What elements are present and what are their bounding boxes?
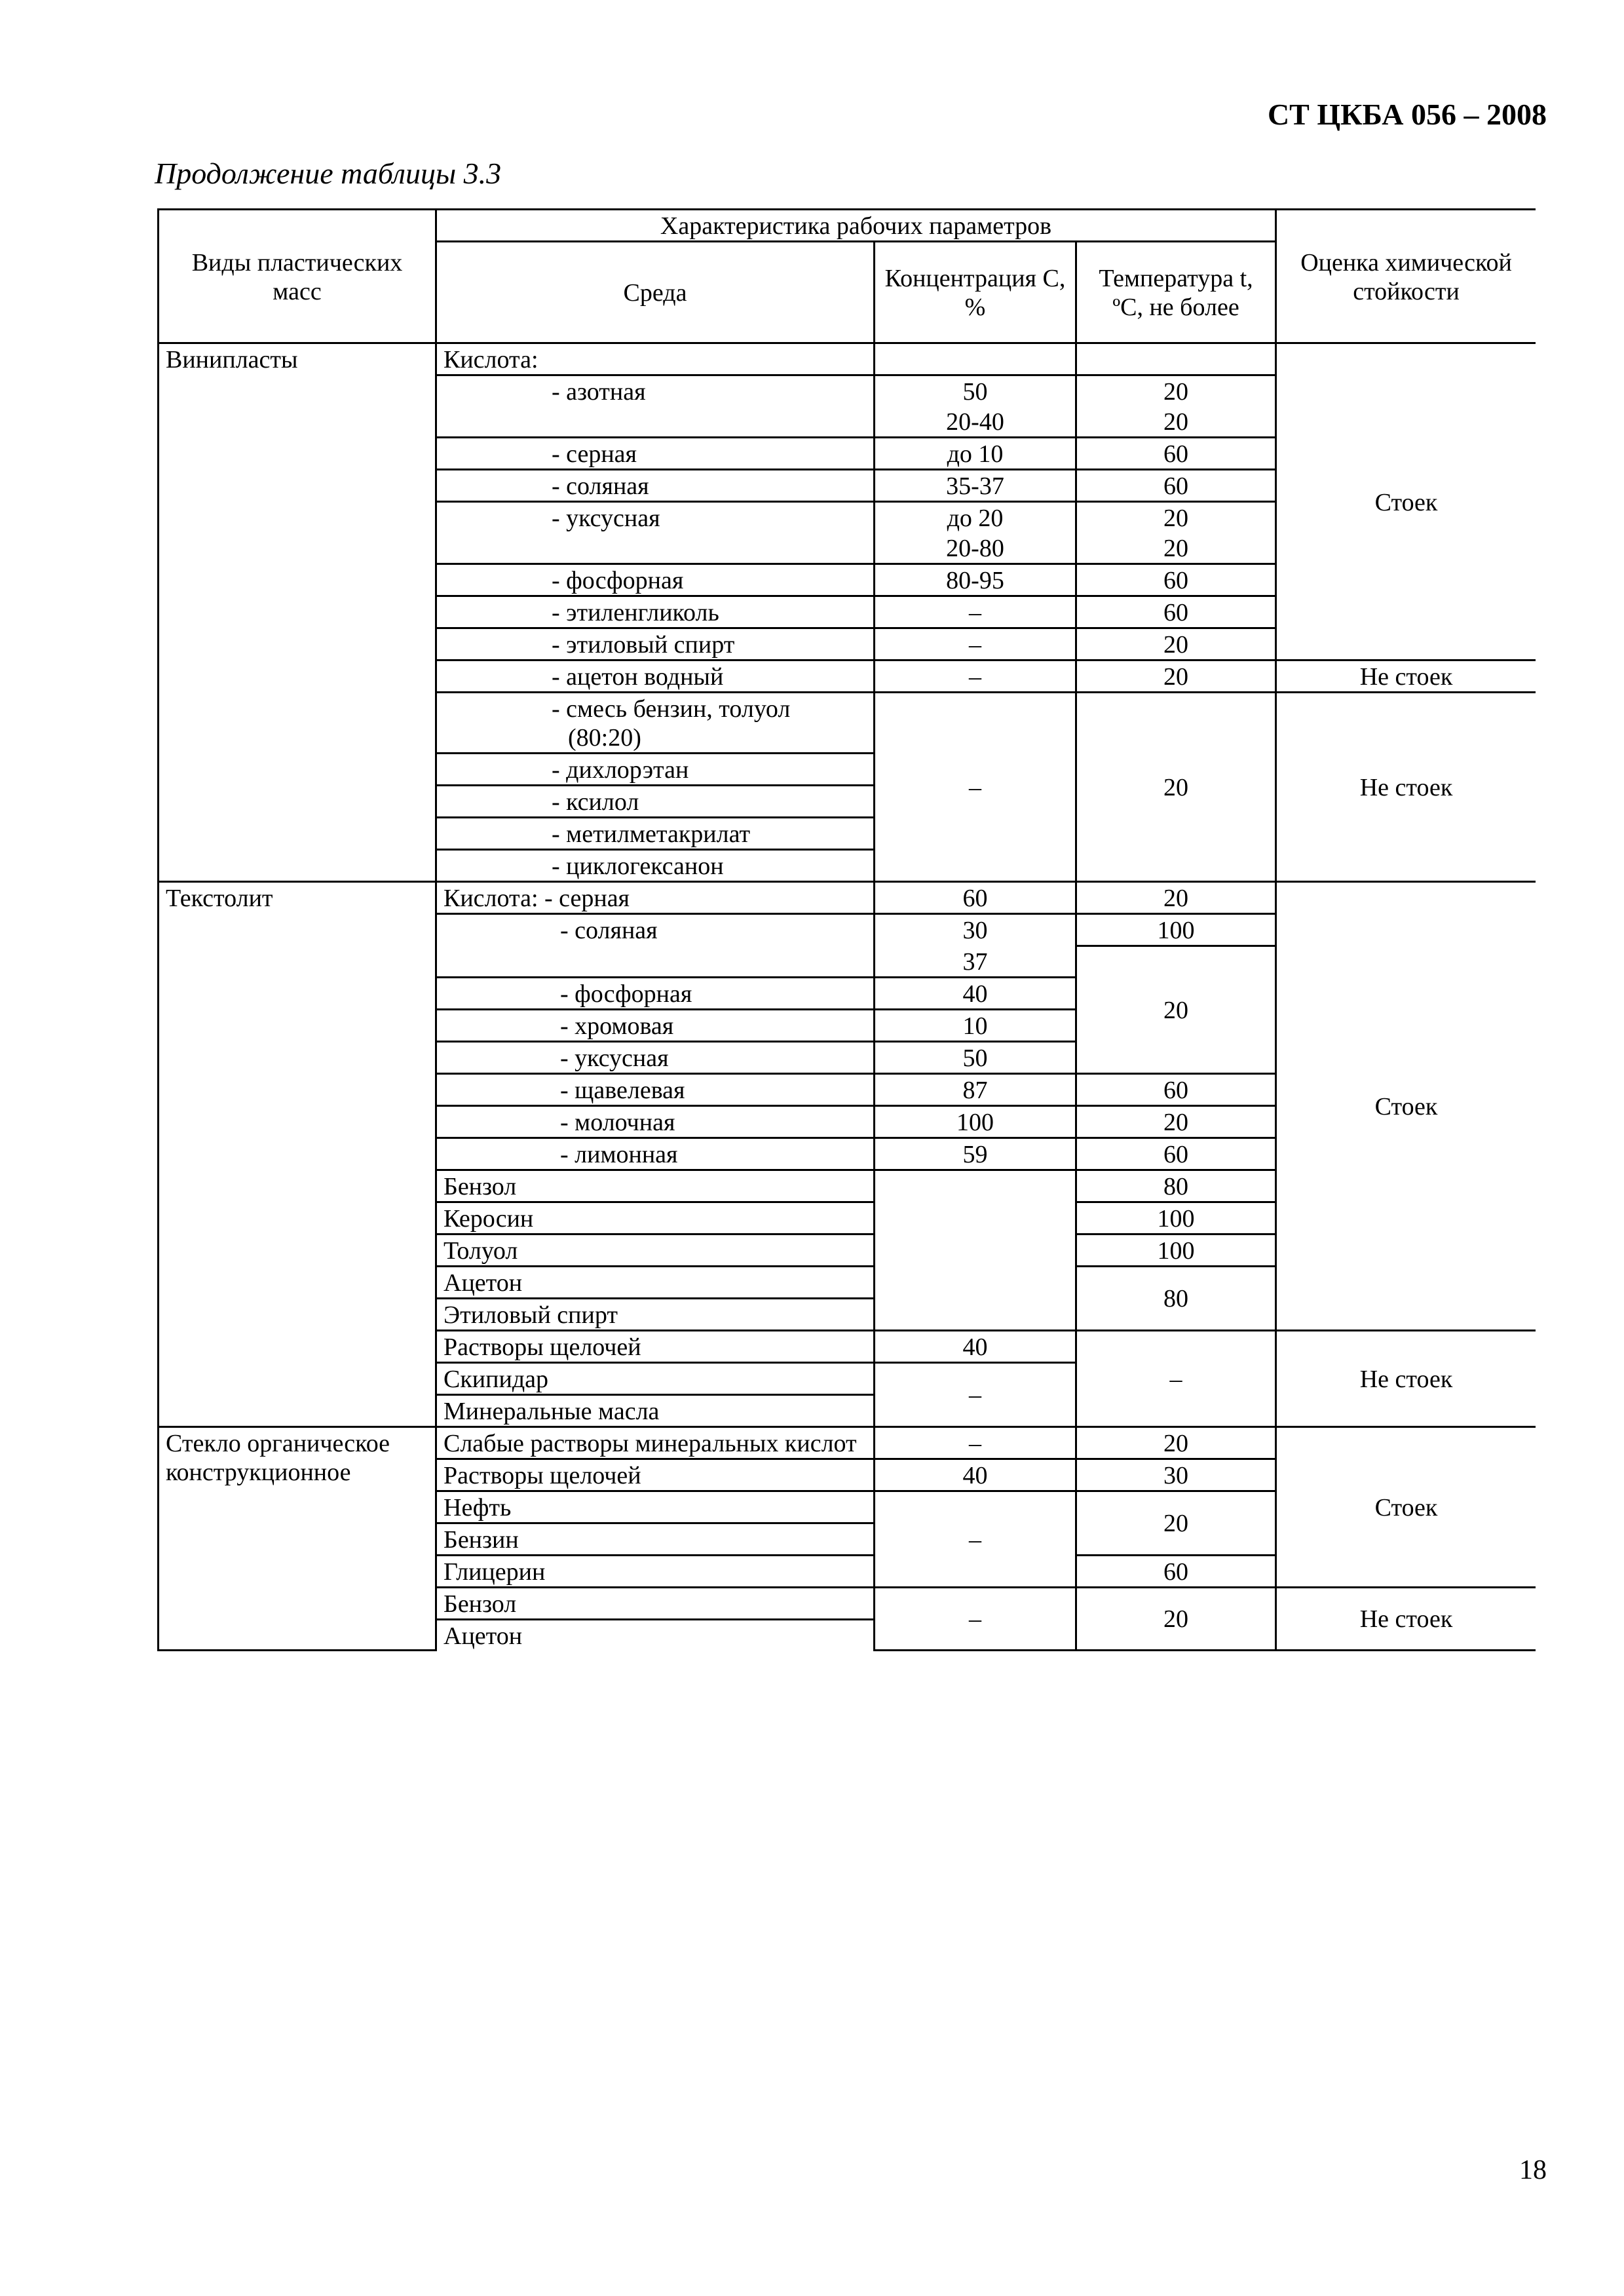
medium-cell: - молочная [436,1105,875,1138]
table-row [159,343,1536,375]
medium-cell: Бензол [436,1170,875,1202]
conc-cell [875,1170,1076,1330]
rating-cell: Не стоек [1276,1587,1536,1651]
conc-cell: 50 [875,375,1076,407]
conc-cell: – [875,596,1076,628]
conc-cell: 80-95 [875,564,1076,596]
temp-cell: 60 [1076,1138,1276,1170]
conc-cell: 20-40 [875,406,1076,438]
medium-line: (80:20) [568,724,641,752]
col-header-medium: Среда [436,242,875,343]
medium-cell: - ксилол [436,786,875,818]
chemical-resistance-table [157,208,1536,1651]
conc-cell: 30 [875,914,1076,946]
conc-cell: 35-37 [875,470,1076,502]
medium-cell: - ацетон водный [436,660,875,693]
document-code: СТ ЦКБА 056 – 2008 [1267,98,1547,131]
col-header-material: Виды пластических масс [159,210,436,343]
conc-cell: – [875,1426,1076,1459]
conc-cell: 40 [875,977,1076,1009]
conc-cell: до 10 [875,438,1076,470]
medium-cell: - хромовая [436,1009,875,1041]
conc-cell: 37 [875,946,1076,978]
temp-cell: 20 [1076,1587,1276,1651]
medium-cell [436,693,875,754]
temp-cell: 20 [1076,406,1276,438]
medium-cell: - уксусная [436,1041,875,1073]
rating-cell: Стоек [1276,1426,1536,1587]
conc-cell: 50 [875,1041,1076,1073]
medium-cell: Кислота: [436,343,875,375]
conc-cell: 40 [875,1459,1076,1491]
temp-cell: 60 [1076,438,1276,470]
conc-cell: 59 [875,1138,1076,1170]
col-header-concentration: Концентрация С, % [875,242,1076,343]
conc-cell [875,343,1076,375]
conc-cell: – [875,660,1076,693]
conc-cell: – [875,628,1076,660]
temp-cell: 20 [1076,1105,1276,1138]
temp-cell: 100 [1076,1202,1276,1234]
material-organic-glass: Стекло органическое конструкционное [159,1426,436,1651]
medium-cell: - соляная [436,914,875,978]
temp-cell: 20 [1076,628,1276,660]
conc-cell: – [875,693,1076,882]
temp-cell: 60 [1076,470,1276,502]
temp-cell: 60 [1076,564,1276,596]
rating-cell: Стоек [1276,882,1536,1331]
medium-cell: - соляная [436,470,875,502]
conc-cell: 87 [875,1073,1076,1105]
medium-cell: Этиловый спирт [436,1298,875,1330]
material-vinyl: Винипласты [159,343,436,882]
medium-cell: Растворы щелочей [436,1459,875,1491]
temp-cell: 20 [1076,946,1276,1074]
conc-cell: 40 [875,1330,1076,1362]
temp-cell: 60 [1076,596,1276,628]
medium-cell: Бензол [436,1587,875,1619]
table-caption: Продолжение таблицы 3.3 [155,157,502,190]
medium-cell: Растворы щелочей [436,1330,875,1362]
temp-cell: 20 [1076,375,1276,407]
table-row [159,882,1536,914]
temp-cell: 20 [1076,1426,1276,1459]
header-row [159,210,1536,242]
medium-cell: Глицерин [436,1555,875,1587]
medium-cell: Толуол [436,1234,875,1266]
temp-cell: 100 [1076,1234,1276,1266]
medium-cell: - уксусная [436,502,875,564]
page-number: 18 [1519,2155,1547,2185]
temp-cell: 30 [1076,1459,1276,1491]
material-textolite: Текстолит [159,882,436,1427]
temp-cell: 20 [1076,660,1276,693]
medium-cell: Бензин [436,1523,875,1555]
medium-cell: - этиленгликоль [436,596,875,628]
conc-cell: 20-80 [875,533,1076,564]
medium-cell: Керосин [436,1202,875,1234]
temp-cell: – [1076,1330,1276,1426]
temp-cell: 60 [1076,1555,1276,1587]
col-header-group: Характеристика рабочих параметров [436,210,1276,242]
conc-cell: 100 [875,1105,1076,1138]
medium-cell: - этиловый спирт [436,628,875,660]
temp-cell: 20 [1076,533,1276,564]
medium-cell: - фосфорная [436,564,875,596]
conc-cell: – [875,1491,1076,1587]
medium-line: - смесь бензин, толуол [552,695,791,723]
temp-cell [1076,343,1276,375]
rating-cell: Не стоек [1276,660,1536,693]
temp-cell: 60 [1076,1073,1276,1105]
col-header-temperature: Температура t, ºС, не более [1076,242,1276,343]
medium-cell: - лимонная [436,1138,875,1170]
table-row [159,1426,1536,1459]
medium-cell: - азотная [436,375,875,438]
table-container [157,208,1536,1735]
medium-cell: Нефть [436,1491,875,1523]
temp-cell: 20 [1076,693,1276,882]
rating-cell: Не стоек [1276,693,1536,882]
temp-cell: 20 [1076,882,1276,914]
conc-cell: 10 [875,1009,1076,1041]
medium-cell: Слабые растворы минеральных кислот [436,1426,875,1459]
medium-cell: - щавелевая [436,1073,875,1105]
medium-cell: - серная [436,438,875,470]
conc-cell: – [875,1362,1076,1426]
conc-cell: – [875,1587,1076,1651]
medium-cell: - метилметакрилат [436,818,875,850]
col-header-rating: Оценка химической стойкости [1276,210,1536,343]
medium-cell: Ацетон [436,1619,875,1651]
temp-cell: 80 [1076,1266,1276,1330]
conc-cell: 60 [875,882,1076,914]
conc-cell: до 20 [875,502,1076,533]
medium-cell: Ацетон [436,1266,875,1298]
temp-cell: 100 [1076,914,1276,946]
temp-cell: 20 [1076,1491,1276,1555]
medium-cell: - циклогексанон [436,850,875,882]
medium-cell: - дихлорэтан [436,754,875,786]
medium-cell: Кислота: - серная [436,882,875,914]
rating-cell: Не стоек [1276,1330,1536,1426]
medium-cell: Скипидар [436,1362,875,1394]
medium-cell: Минеральные масла [436,1394,875,1426]
temp-cell: 20 [1076,502,1276,533]
temp-cell: 80 [1076,1170,1276,1202]
medium-cell: - фосфорная [436,977,875,1009]
rating-cell: Стоек [1276,343,1536,660]
